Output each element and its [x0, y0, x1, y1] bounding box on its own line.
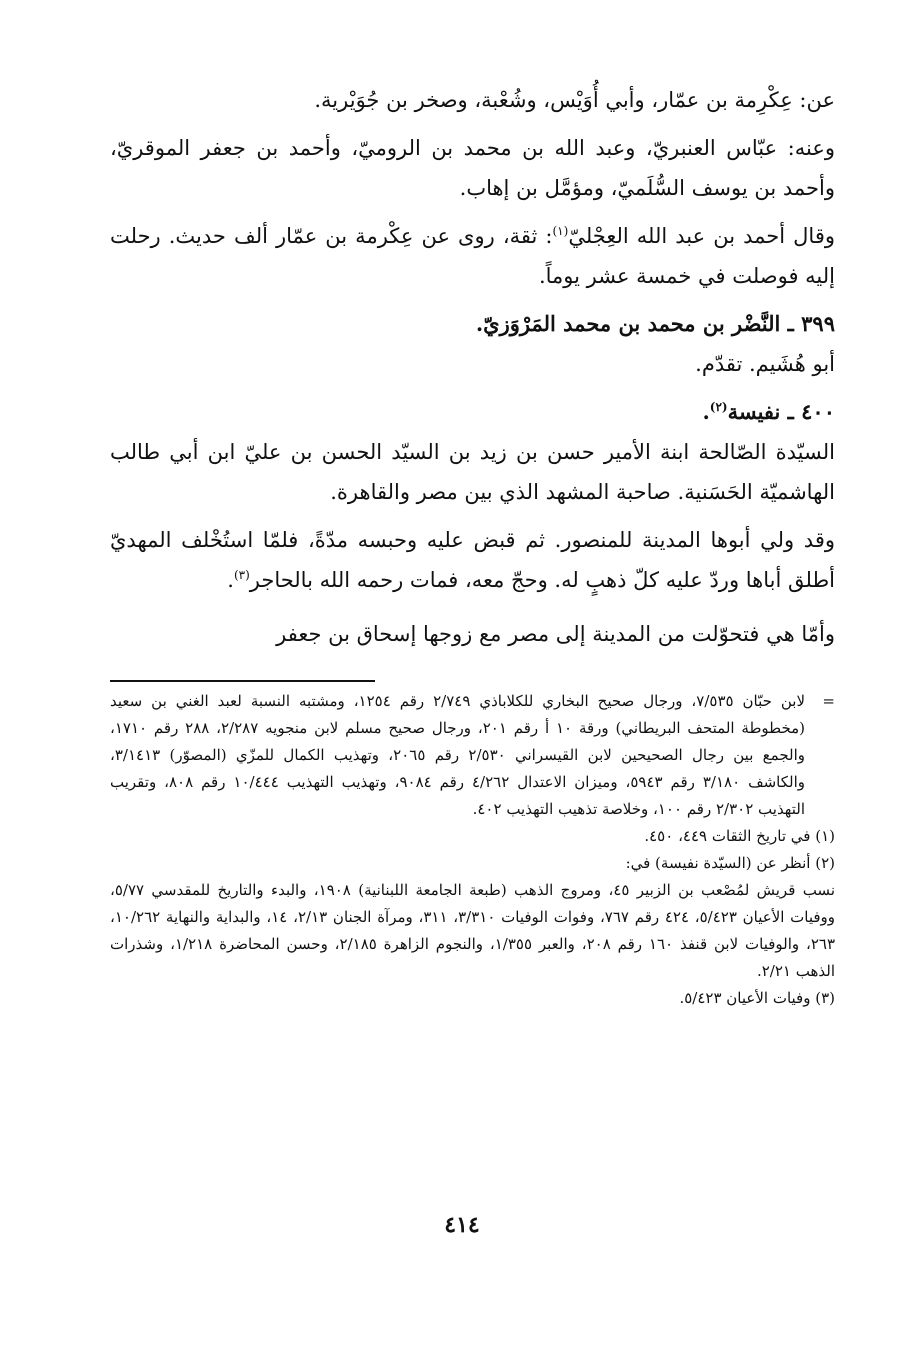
footnote-3: (٣) وفيات الأعيان ٥/٤٢٣. — [679, 989, 835, 1007]
entry-heading-399: ٣٩٩ ـ النَّضْر بن محمد بن محمد المَرْوَزيّ. — [475, 311, 835, 336]
footnote-ref-2: (٢) — [709, 400, 728, 414]
entry-heading-400-text: ٤٠٠ ـ نفيسة — [727, 399, 835, 424]
footnote-2-heading: (٢) أنظر عن (السيّدة نفيسة) في: — [625, 854, 835, 872]
footnote-ref-3: (٣) — [233, 568, 250, 582]
father-text: وقد ولي أبوها المدينة للمنصور. ثم قبض عليه وحبسه مدّةً، فلمّا استُخْلف المهديّ أطلق أباها وردّ عليه كلّ ذهبٍ له. وحجّ معه، فمات رحمه الله بالحاجر — [110, 528, 835, 592]
paragraph-nafisa-lineage: السيّدة الصّالحة ابنة الأمير حسن بن زيد بن السيّد الحسن بن عليّ ابن أبي طالب الهاشميّة الحَسَنية. صاحبة المشهد الذي بين مصر والقاهرة. — [110, 440, 835, 504]
quote-lead: وقال أحمد بن عبد الله العِجْليّ — [568, 224, 835, 248]
paragraph-nafisa-father — [110, 520, 835, 600]
continuation-text: لابن حبّان ٧/٥٣٥، ورجال صحيح البخاري للكلاباذي ٢/٧٤٩ رقم ١٢٥٤، ومشتبه النسبة لعبد الغني بن سعيد (مخطوطة المتحف البريطاني) ورقة ١٠ أ رقم ٢٠١، ورجال صحيح مسلم لابن منجويه ٢/٢٨٧، ٢٨٨ رقم ١٧١٠، والجمع بين رجال الصحيحين لابن القيسراني ٢/٥٣٠ رقم ٢٠٦٥، وتهذيب الكمال للمزّي (المصوّر) ٣/١٤١٣، والكاشف ٣/١٨٠ رقم ٥٩٤٣، وميزان الاعتدال ٤/٢٦٢ رقم ٩٠٨٤، وتهذيب التهذيب ١٠/٤٤٤ رقم ٨٠٨، وتقريب التهذيب ٢/٣٠٢ رقم ١٠٠، وخلاصة تذهيب التهذيب ٤٠٢. — [110, 692, 806, 818]
footnote-ref-1: (١) — [552, 224, 569, 238]
continuation-marker: = — [822, 692, 835, 710]
footnote-1: (١) في تاريخ الثقات ٤٤٩، ٤٥٠. — [644, 827, 835, 845]
paragraph-narrators-to: وعنه: عبّاس العنبريّ، وعبد الله بن محمد بن الروميّ، وأحمد بن جعفر الموقريّ، وأحمد بن يوسف السُّلَميّ، ومؤمَّل بن إهاب. — [110, 136, 835, 200]
entry-399-text: أبو هُشَيم. تقدّم. — [695, 352, 835, 376]
entry-heading-400-end: . — [702, 399, 710, 424]
paragraph-ijli-quote — [110, 216, 835, 296]
footnote-continuation — [110, 688, 835, 823]
father-text-end: . — [227, 568, 234, 592]
footnote-2-body: نسب قريش لمُصْعب بن الزبير ٤٥، ومروج الذهب (طبعة الجامعة اللبنانية) ١٩٠٨، والبدء والتاريخ للمقدسي ٥/٧٧، ووفيات الأعيان ٥/٤٢٣، ٤٢٤ رقم ٧٦٧، وفوات الوفيات ٣/٣١٠، ٣١١، ومرآة الجنان ٢/١٣، ١٤، والبداية والنهاية ١٠/٢٦٢، ٢٦٣، والوفيات لابن قنفذ ١٦٠ رقم ٢٠٨، والعبر ١/٣٥٥، والنجوم الزاهرة ٢/١٨٥، وحسن المحاضرة ١/٢١٨، وشذرات الذهب ٢/٢١. — [110, 881, 836, 980]
page-content — [110, 80, 835, 1012]
footnote-separator — [110, 680, 375, 682]
entry-heading-400 — [110, 392, 835, 432]
quote-rest: : ثقة، روى عن عِكْرمة بن عمّار ألف حديث. رحلت إليه فوصلت في خمسة عشر يوماً. — [110, 224, 835, 288]
page-number: ٤١٤ — [444, 1212, 480, 1238]
paragraph-nafisa-egypt: وأمّا هي فتحوّلت من المدينة إلى مصر مع زوجها إسحاق بن جعفر — [276, 622, 835, 646]
paragraph-narrators-from: عن: عِكْرِمة بن عمّار، وأبي أُوَيْس، وشُعْبة، وصخر بن جُوَيْرية. — [314, 88, 835, 112]
